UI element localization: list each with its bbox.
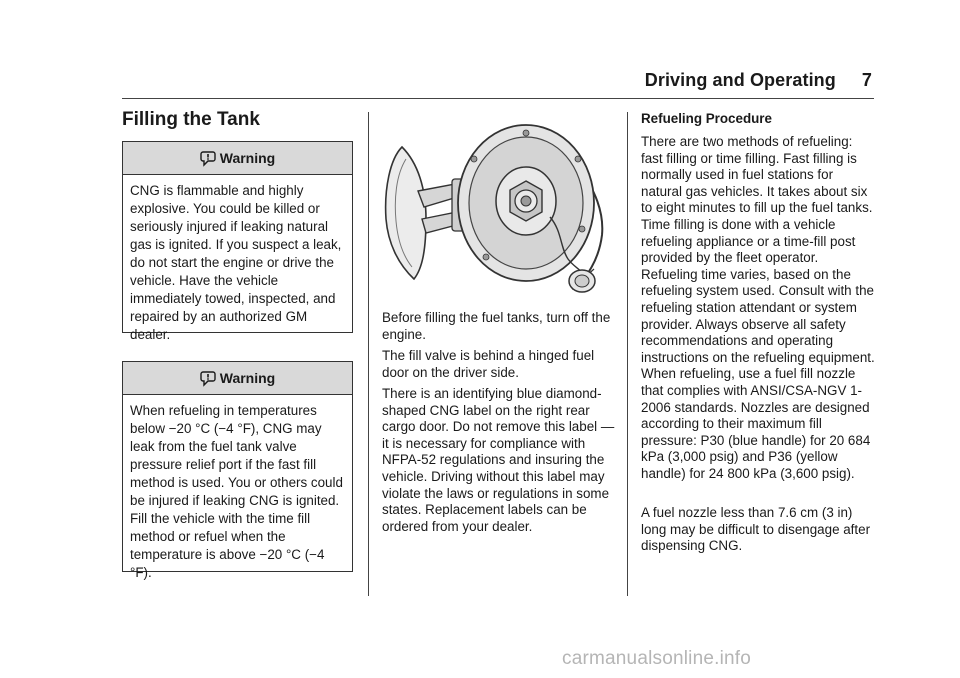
running-header (560, 70, 872, 91)
column-divider-right (627, 112, 628, 596)
warning-text: When refueling in temperatures below −20 °C (−4 °F), CNG may leak from the fuel tank valve pressure relief port if the fast fill method is used. You or others could be injured if leaking CNG is ignited. Fill the vehicle with the time fill method or refuel when the temperature is above −20 °C (−4 °F). (130, 403, 343, 580)
header-title: Driving and Operating (644, 70, 836, 90)
warning-icon (200, 150, 216, 167)
warning-label: Warning (219, 150, 276, 166)
warning-header (123, 142, 352, 175)
section-title: Filling the Tank (122, 109, 260, 130)
paragraph: There are two methods of refueling: fast filling or time filling. Fast filling is normally used in fuel stations for natural gas vehicles. It takes about six to eight minutes to fill up the fuel tanks. Time filling is done with a vehicle refueling appliance or a time-fill post provided by the fleet operator. Refueling time varies, based on the refueling system used. Consult with the refueling station attendant or system provider. Always observe all safety recommendations and operating instructions on the refueling equipment. When refueling, use a fuel fill nozzle that complies with ANSI/CSA-NGV 1-2006 standards. Nozzles are designed according to their maximum fill pressure: P30 (blue handle) for 20 684 kPa (3,000 psig) and P36 (yellow handle) for 24 800 kPa (3,600 psig). (641, 134, 875, 481)
subheading: Refueling Procedure (641, 111, 772, 126)
warning-text: CNG is flammable and highly explosive. You could be killed or seriously injured if leaking natural gas is ignited. If you suspect a leak, do not start the engine or drive the vehicle. Have the vehicle immediately towed, inspected, and repaired by an authorized GM dealer. (130, 183, 342, 342)
watermark: carmanualsonline.info (562, 648, 752, 669)
paragraph: There is an identifying blue diamond-shaped CNG label on the right rear cargo door. Do not remove this label — it is necessary for compliance with NFPA-52 regulations and insuring the vehicle. Driving without this label may violate the laws or regulations in some states. Replacement labels can be ordered from your dealer. (382, 386, 615, 534)
warning-icon (200, 370, 216, 387)
page-number: 7 (861, 70, 872, 90)
header-rule (122, 98, 874, 99)
paragraph: Before filling the fuel tanks, turn off the engine. (382, 310, 611, 342)
warning-label: Warning (219, 370, 276, 386)
fuel-door-illustration (382, 119, 614, 299)
warning-box-1 (122, 141, 353, 342)
column-divider-left (368, 112, 369, 596)
warning-header (123, 362, 352, 395)
warning-box-2 (122, 361, 353, 580)
paragraph: The fill valve is behind a hinged fuel door on the driver side. (382, 348, 595, 380)
paragraph: A fuel nozzle less than 7.6 cm (3 in) long may be difficult to disengage after dispensing CNG. (641, 505, 871, 554)
